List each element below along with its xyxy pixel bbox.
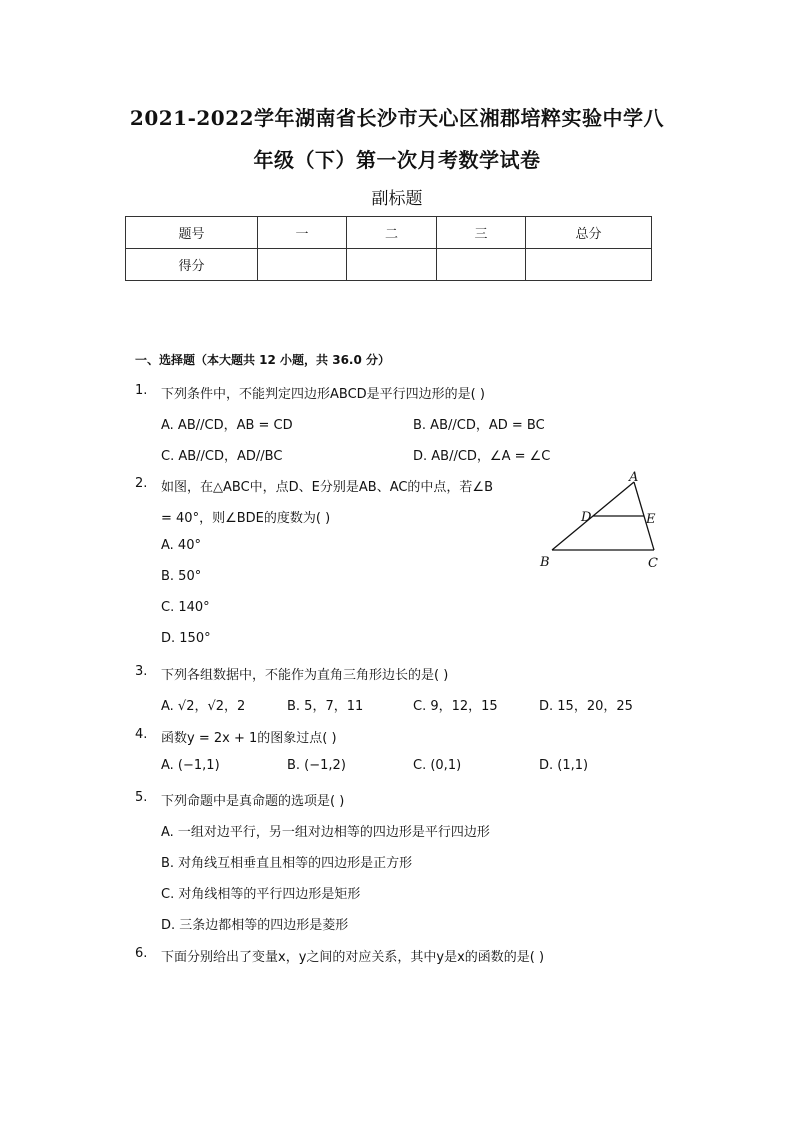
score-header-cell: 题号: [126, 217, 258, 249]
option-c: C. 9，12，15: [413, 699, 498, 714]
option-c: C. 对角线相等的平行四边形是矩形: [161, 887, 361, 902]
question-number: 2.: [135, 476, 148, 491]
option-b: B. 5，7，11: [287, 699, 364, 714]
question-text: 下面分别给出了变量x，y之间的对应关系，其中y是x的函数的是( ): [161, 950, 545, 965]
vertex-label-a: A: [629, 470, 639, 485]
option-a: A. 40°: [161, 538, 201, 553]
question-number: 6.: [135, 946, 148, 961]
score-table-header-row: [126, 217, 652, 249]
score-cell: [437, 249, 526, 281]
question-text-continued: = 40°，则∠BDE的度数为( ): [161, 511, 331, 526]
vertex-label-b: B: [540, 555, 550, 570]
exam-title-line-2: 年级（下）第一次月考数学试卷: [253, 148, 541, 172]
score-header-cell: 三: [437, 217, 526, 249]
option-c: C. AB//CD，AD//BC: [161, 449, 283, 464]
score-header-cell: 二: [347, 217, 437, 249]
score-header-cell: 一: [258, 217, 347, 249]
question-text: 下列命题中是真命题的选项是( ): [161, 794, 345, 809]
subtitle: 副标题: [371, 189, 423, 209]
option-a: A. √2，√2，2: [161, 699, 246, 714]
option-a: A. 一组对边平行，另一组对边相等的四边形是平行四边形: [161, 825, 490, 840]
question-number: 5.: [135, 790, 148, 805]
vertex-label-d: D: [581, 510, 592, 525]
option-b: B. 对角线互相垂直且相等的四边形是正方形: [161, 856, 413, 871]
score-header-cell: 总分: [526, 217, 652, 249]
vertex-label-e: E: [646, 512, 656, 527]
section-heading: 一、选择题（本大题共 12 小题，共 36.0 分）: [135, 353, 391, 367]
option-d: D. 150°: [161, 631, 211, 646]
score-cell: [526, 249, 652, 281]
option-a: A. AB//CD，AB = CD: [161, 418, 293, 433]
option-c: C. (0,1): [413, 758, 462, 773]
triangle-figure: [530, 466, 670, 576]
option-d: D. (1,1): [539, 758, 589, 773]
score-table: [125, 216, 652, 281]
score-cell: [258, 249, 347, 281]
question-text: 下列各组数据中，不能作为直角三角形边长的是( ): [161, 668, 449, 683]
question-text: 函数y = 2x + 1的图象过点( ): [161, 731, 337, 746]
score-row-label: 得分: [126, 249, 258, 281]
option-c: C. 140°: [161, 600, 210, 615]
option-d: D. 三条边都相等的四边形是菱形: [161, 918, 349, 933]
option-d: D. AB//CD，∠A = ∠C: [413, 449, 551, 464]
question-number: 1.: [135, 383, 148, 398]
question-text: 下列条件中，不能判定四边形ABCD是平行四边形的是( ): [161, 387, 485, 402]
option-a: A. (−1,1): [161, 758, 220, 773]
score-cell: [347, 249, 437, 281]
question-number: 3.: [135, 664, 148, 679]
question-number: 4.: [135, 727, 148, 742]
option-b: B. (−1,2): [287, 758, 346, 773]
exam-title-line-1: 2021-2022学年湖南省长沙市天心区湘郡培粹实验中学八: [129, 106, 665, 130]
option-b: B. AB//CD，AD = BC: [413, 418, 545, 433]
score-table-score-row: [126, 249, 652, 281]
option-b: B. 50°: [161, 569, 202, 584]
option-d: D. 15，20，25: [539, 699, 633, 714]
vertex-label-c: C: [648, 556, 658, 571]
question-text: 如图，在△ABC中，点D、E分别是AB、AC的中点，若∠B: [161, 480, 494, 495]
